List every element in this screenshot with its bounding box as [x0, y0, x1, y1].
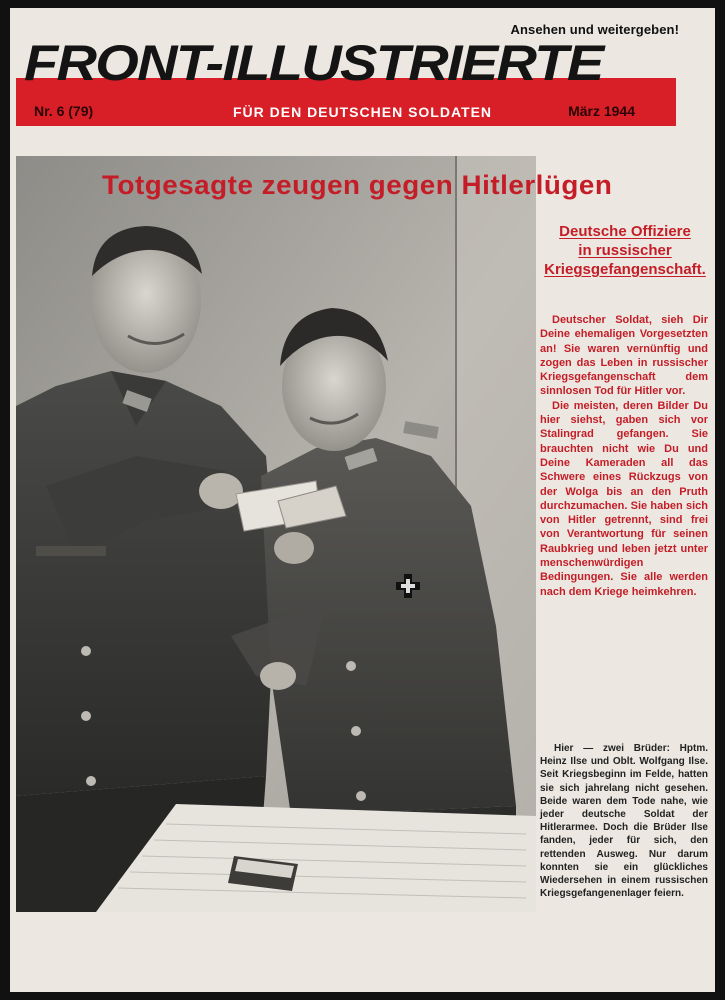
side-title: [540, 222, 710, 279]
side-title-line: in russischer: [578, 242, 672, 259]
magazine-title: FRONT-ILLUSTRIERTE: [24, 35, 603, 91]
photo-caption: Hier — zwei Brüder: Hptm. Heinz Ilse und Oblt. Wolfgang Ilse. Seit Kriegsbeginn im Felde, hatten sie sich jahrelang nicht gesehen. Beide waren dem Tode nahe, wie jeder deutsche Soldat der Hitlerarmee. Doch die Brüder Ilse fanden, jeder für sich, den rettenden Ausweg. Nur darum konnten sie ein glückliches Wiedersehen in einem russischen Kriegsgefangenenlager feiern.: [540, 743, 708, 900]
side-title-line: Kriegsgefangenschaft.: [544, 261, 706, 278]
issue-number: Nr. 6 (79): [34, 103, 94, 119]
cover-photo: [16, 156, 536, 912]
headline: Totgesagte zeugen gegen Hitlerlügen: [102, 170, 613, 200]
magazine-subtitle: FÜR DEN DEUTSCHEN SOLDATEN: [232, 104, 493, 120]
article-body: [540, 313, 708, 599]
article-paragraph: Die meisten, deren Bilder Du hier siehst, gaben sich vor Stalingrad gefangen. Sie brauchten nicht wie Du und Deine Kameraden all das Schwere eines Rückzugs von der Wolga bis an den Pruth durchzumachen. Sie haben sich von Hitler getrennt, sind frei von Verantwortung für seinen Raubkrieg und leben jetzt unter menschenwürdigen Bedingungen. Sie alle werden nach dem Kriege heimkehren.: [540, 399, 708, 598]
magazine-cover: [10, 8, 715, 992]
slogan: Ansehen und weitergeben!: [510, 22, 679, 37]
side-title-line: Deutsche Offiziere: [559, 223, 691, 240]
article-paragraph: Deutscher Soldat, sieh Dir Deine ehemaligen Vorgesetzten an! Sie waren vernünftig und zogen das Leben in russischer Kriegsgefangenschaft dem sinnlosen Tod für Hitler vor.: [540, 314, 708, 398]
issue-date: März 1944: [568, 103, 635, 119]
